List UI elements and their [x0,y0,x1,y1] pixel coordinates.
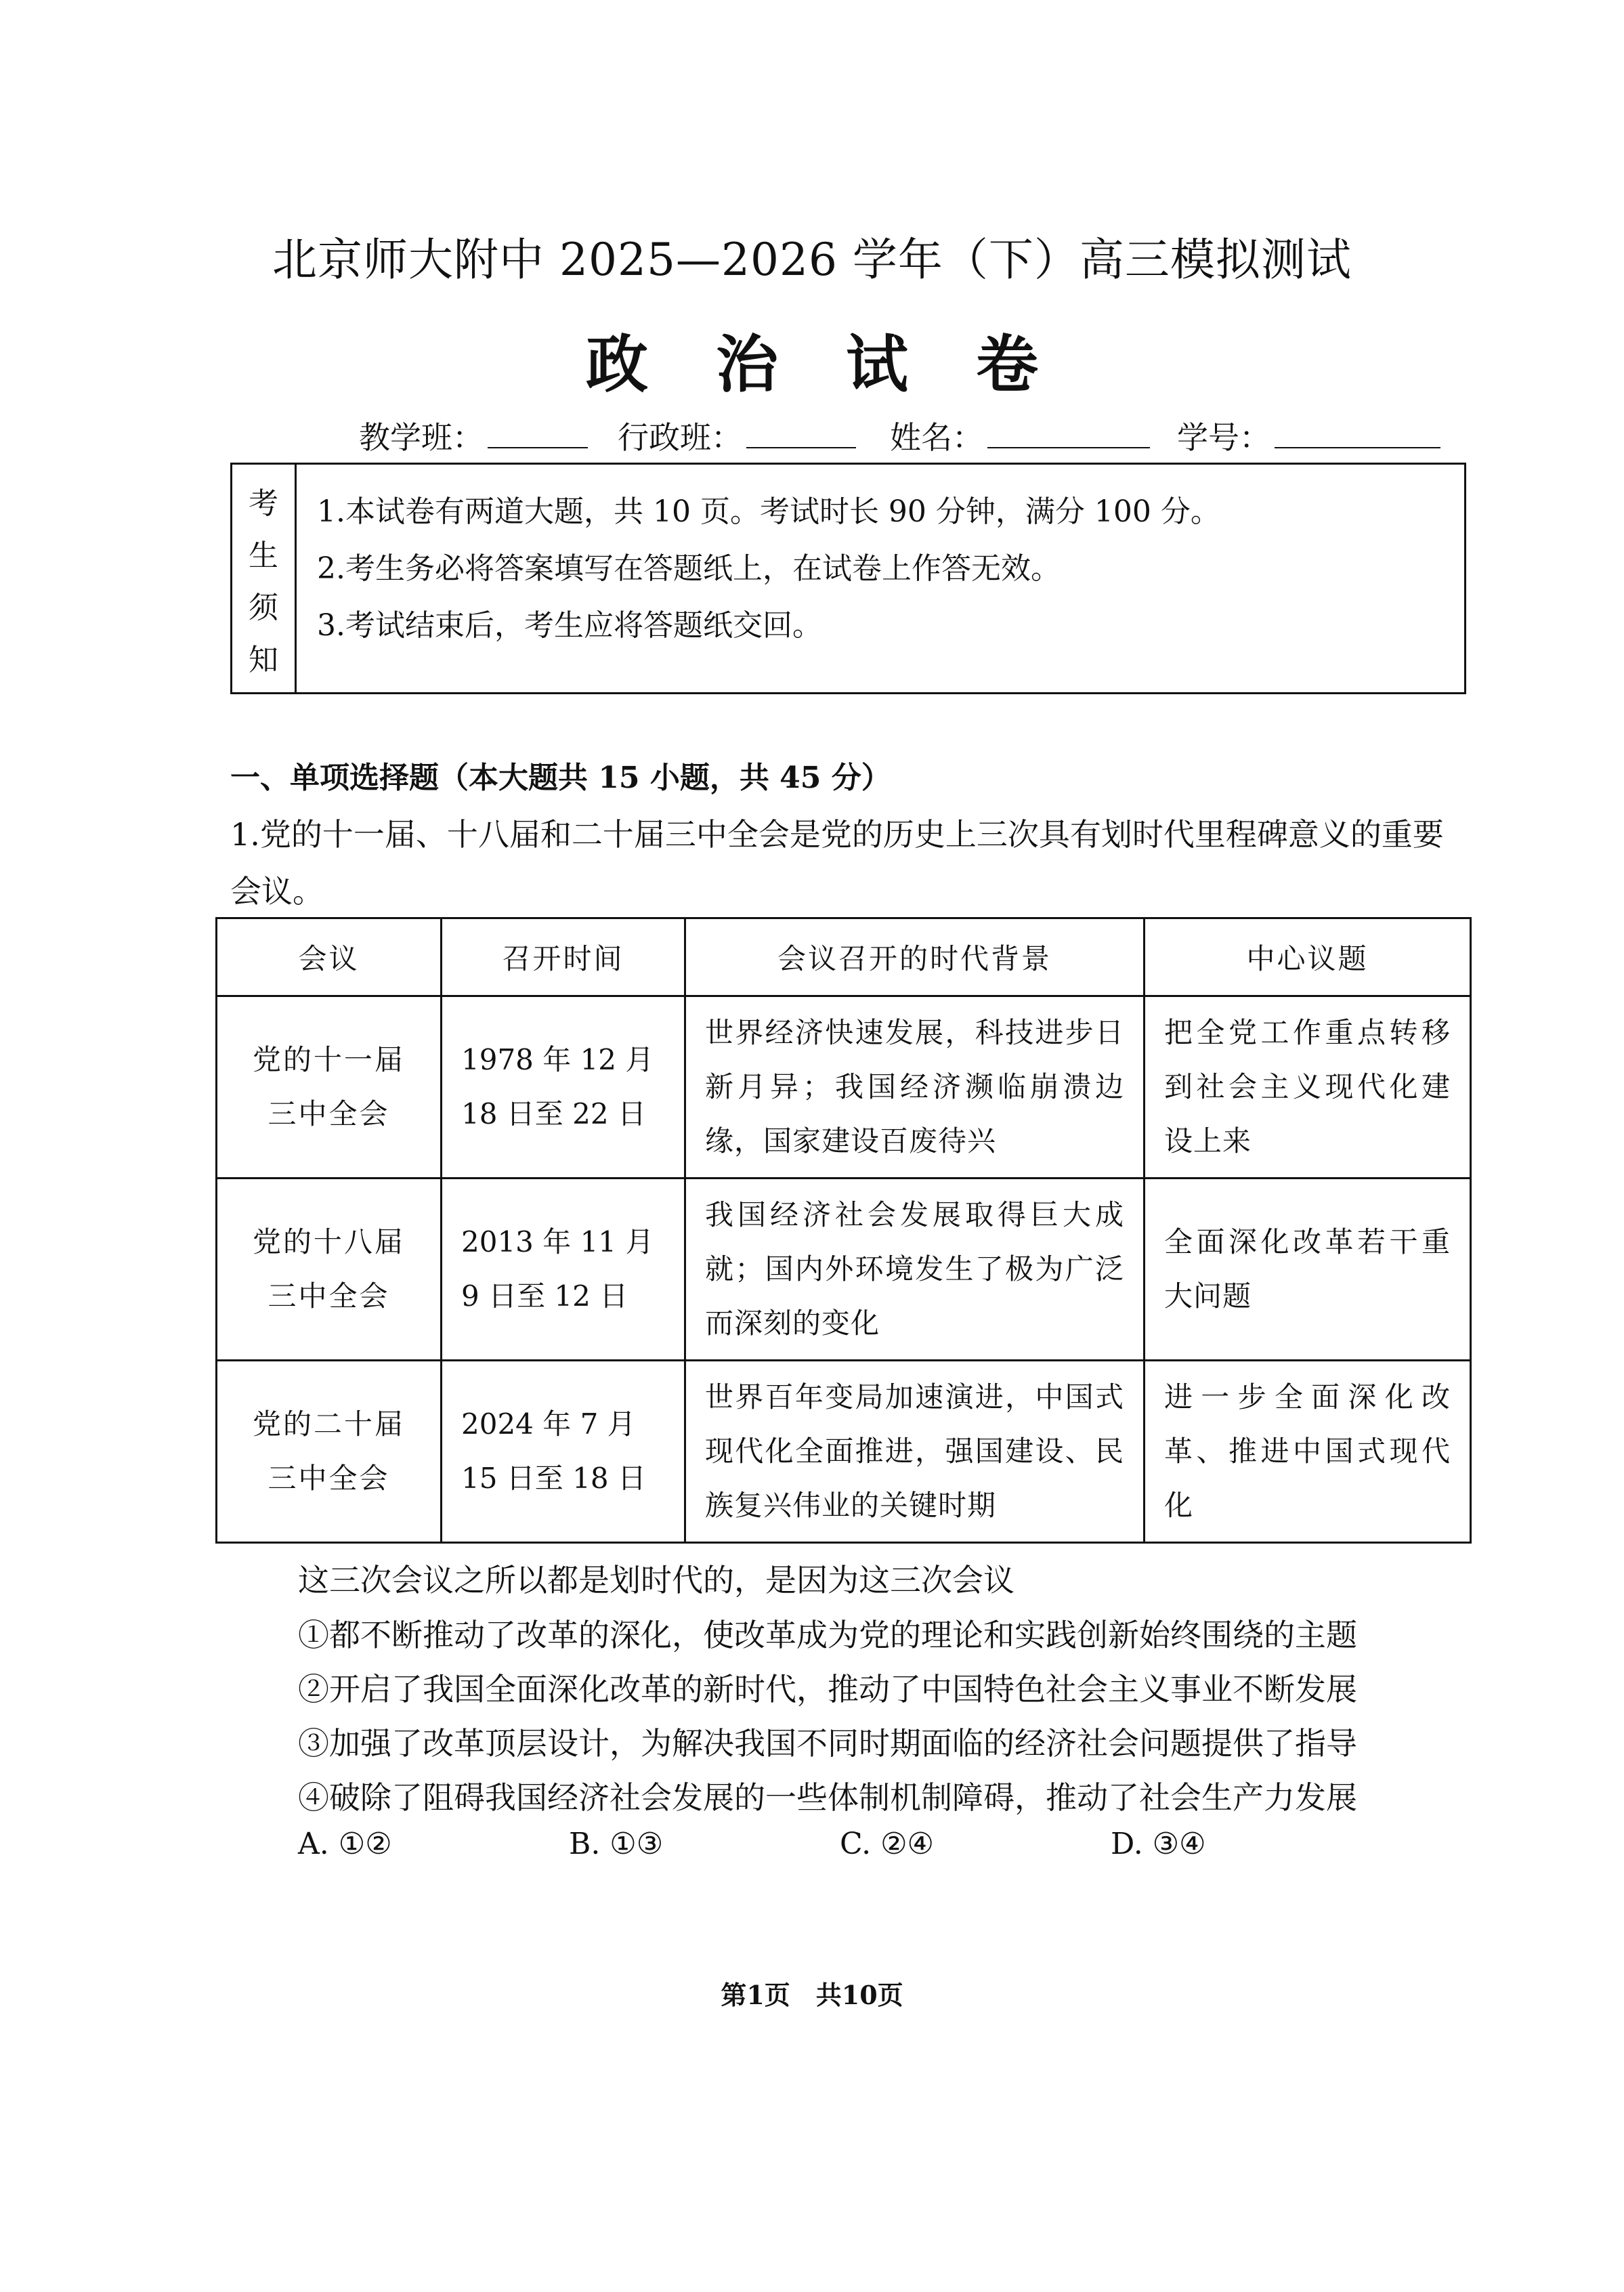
meeting-background-cell: 世界百年变局加速演进，中国式现代化全面推进，强国建设、民族复兴伟业的关键时期 [685,1361,1145,1543]
blank-line [746,420,856,448]
meeting-time-cell: 2013 年 11 月 9 日至 12 日 [442,1179,685,1361]
notice-heading-char: 生 [249,538,278,573]
meeting-topic-cell: 全面深化改革若干重大问题 [1145,1179,1471,1361]
info-label: 学号： [1177,419,1270,456]
blank-line [488,420,588,448]
table-header-row [217,918,1471,996]
exam-notice-box [230,463,1466,694]
table-row [217,996,1471,1179]
notice-heading-char: 考 [249,486,278,521]
student-info-line [359,413,1440,458]
meeting-topic-cell: 进一步全面深化改革、推进中国式现代化 [1145,1361,1471,1543]
notice-heading [232,465,297,692]
info-label: 姓名： [890,419,983,456]
notice-heading-char: 须 [249,590,278,625]
meeting-name-cell: 党的二十届三中全会 [217,1361,442,1543]
option-a: A. ①② [298,1827,392,1861]
info-label: 教学班： [359,419,484,456]
blank-line [1275,420,1440,448]
question-lead: 这三次会议之所以都是划时代的，是因为这三次会议 [298,1562,1014,1598]
column-header: 中心议题 [1145,918,1471,996]
option-b: B. ①③ [569,1827,664,1861]
blank-line [987,420,1150,448]
option-d: D. ③④ [1111,1827,1206,1861]
notice-item: 1.本试卷有两道大题，共 10 页。考试时长 90 分钟，满分 100 分。 [317,494,1220,529]
notice-item: 3.考试结束后，考生应将答题纸交回。 [317,608,822,643]
statement-item: ②开启了我国全面深化改革的新时代，推动了中国特色社会主义事业不断发展 [298,1671,1357,1707]
option-c: C. ②④ [840,1827,934,1861]
meeting-name-cell: 党的十八届三中全会 [217,1179,442,1361]
question-stem: 1.党的十一届、十八届和二十届三中全会是党的历史上三次具有划时代里程碑意义的重要会议。 [230,816,1444,910]
meeting-time-cell: 1978 年 12 月 18 日至 22 日 [442,996,685,1179]
meetings-table [215,917,1472,1544]
table-row [217,1179,1471,1361]
page-number: 第1页 共10页 [721,1980,903,2010]
info-field-teaching-class [359,413,588,458]
answer-options [298,1827,1449,1861]
subject-title: 政 治 试 卷 [585,328,1062,401]
exam-header-title: 北京师大附中 2025—2026 学年（下）高三模拟测试 [272,234,1352,286]
info-label: 行政班： [618,419,742,456]
info-field-admin-class [618,413,856,458]
statement-item: ①都不断推动了改革的深化，使改革成为党的理论和实践创新始终围绕的主题 [298,1617,1357,1653]
notice-item: 2.考生务必将答案填写在答题纸上，在试卷上作答无效。 [317,551,1061,586]
column-header: 召开时间 [442,918,685,996]
column-header: 会议 [217,918,442,996]
column-header: 会议召开的时代背景 [685,918,1145,996]
notice-list [297,465,1464,692]
section-heading: 一、单项选择题（本大题共 15 小题，共 45 分） [230,761,891,795]
meeting-time-cell: 2024 年 7 月 15 日至 18 日 [442,1361,685,1543]
meeting-topic-cell: 把全党工作重点转移到社会主义现代化建设上来 [1145,996,1471,1179]
notice-heading-char: 知 [249,642,278,677]
meeting-background-cell: 世界经济快速发展，科技进步日新月异；我国经济濒临崩溃边缘，国家建设百废待兴 [685,996,1145,1179]
table-row [217,1361,1471,1543]
info-field-student-id [1177,413,1440,458]
meeting-name-cell: 党的十一届三中全会 [217,996,442,1179]
statement-item: ③加强了改革顶层设计，为解决我国不同时期面临的经济社会问题提供了指导 [298,1725,1357,1762]
meeting-background-cell: 我国经济社会发展取得巨大成就；国内外环境发生了极为广泛而深刻的变化 [685,1179,1145,1361]
info-field-name [890,413,1150,458]
statement-item: ④破除了阻碍我国经济社会发展的一些体制机制障碍，推动了社会生产力发展 [298,1779,1357,1816]
